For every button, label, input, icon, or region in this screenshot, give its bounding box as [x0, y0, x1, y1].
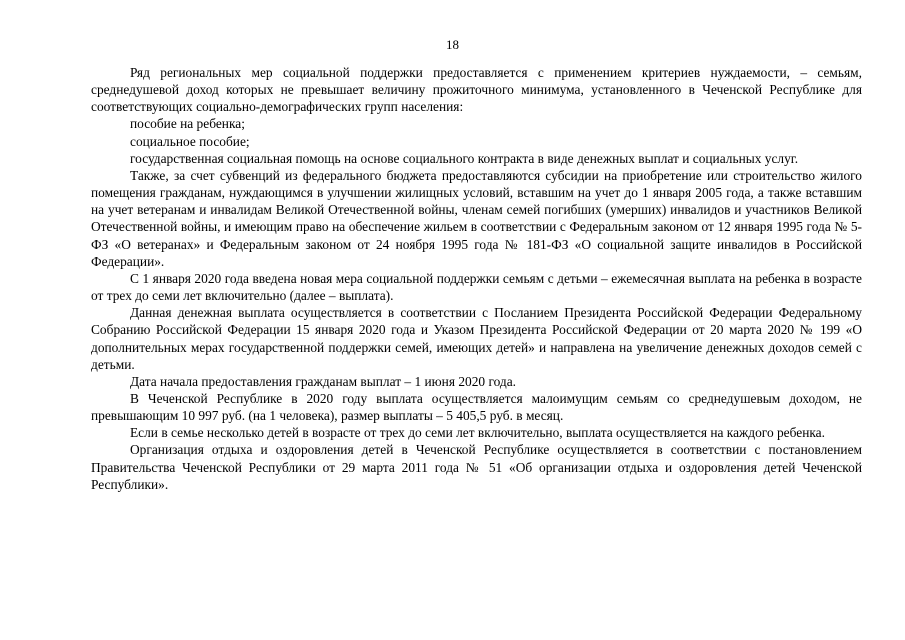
list-item-social-allowance: социальное пособие; [130, 133, 250, 149]
page-number: 18 [446, 37, 459, 52]
list-item-child-allowance: пособие на ребенка; [130, 116, 245, 132]
paragraph-payment-amount: В Чеченской Республике в 2020 году выплата осуществляется малоимущим семьям со среднедушевым доходом, не превышающим 10 997 руб. (на 1 человека), размер выплаты – 5 405,5 руб. в месяц. [91, 390, 862, 424]
paragraph-child-recreation: Организация отдыха и оздоровления детей в Чеченской Республике осуществляется в соответствии с постановлением Правительства Чеченской Республики от 29 марта 2011 года № 51 «Об организации отдыха и оздоровления детей Чеченской Республики». [91, 442, 862, 492]
list-item-social-contract: государственная социальная помощь на основе социального контракта в виде денежных выплат и социальных услуг. [130, 150, 799, 166]
paragraph-multiple-children: Если в семье несколько детей в возрасте от трех до семи лет включительно, выплата осуществляется на каждого ребенка. [130, 425, 825, 441]
paragraph-eligibility-criteria: Ряд региональных мер социальной поддержки предоставляется с применением критериев нуждаемости, – семьям, среднедушевой доход которых не превышает величину прожиточного минимума, установленного в Чеченской Республике для соответствующих социально-демографических групп населения: [91, 65, 862, 115]
document-body [91, 64, 862, 493]
paragraph-legal-basis: Данная денежная выплата осуществляется в соответствии с Посланием Президента Российской Федерации Федеральному Собранию Российской Федерации 15 января 2020 года и Указом Президента Российской Федерации от 20 марта 2020 № 199 «О дополнительных мерах государственной поддержки семей, имеющих детей» и направлена на увеличение денежных доходов семей с детьми. [91, 305, 862, 372]
paragraph-start-date: Дата начала предоставления гражданам выплат – 1 июня 2020 года. [130, 373, 517, 389]
paragraph-housing-subsidies: Также, за счет субвенций из федерального бюджета предоставляются субсидии на приобретение или строительство жилого помещения гражданам, нуждающимся в улучшении жилищных условий, вставшим на учет до 1 января 2005 года, а также вставшим на учет ветеранам и инвалидам Великой Отечественной войны, членам семей погибших (умерших) инвалидов и участников Великой Отечественной войны, и имеющим право на обеспечение жильем в соответствии с Федеральным законом от 12 января 1995 года № 5-ФЗ «О ветеранах» и Федеральным законом от 24 ноября 1995 года № 181-ФЗ «О социальной защите инвалидов в Российской Федерации». [91, 167, 862, 269]
paragraph-monthly-payment: С 1 января 2020 года введена новая мера социальной поддержки семьям с детьми – ежемесячная выплата на ребенка в возрасте от трех до семи лет включительно (далее – выплата). [91, 270, 862, 304]
